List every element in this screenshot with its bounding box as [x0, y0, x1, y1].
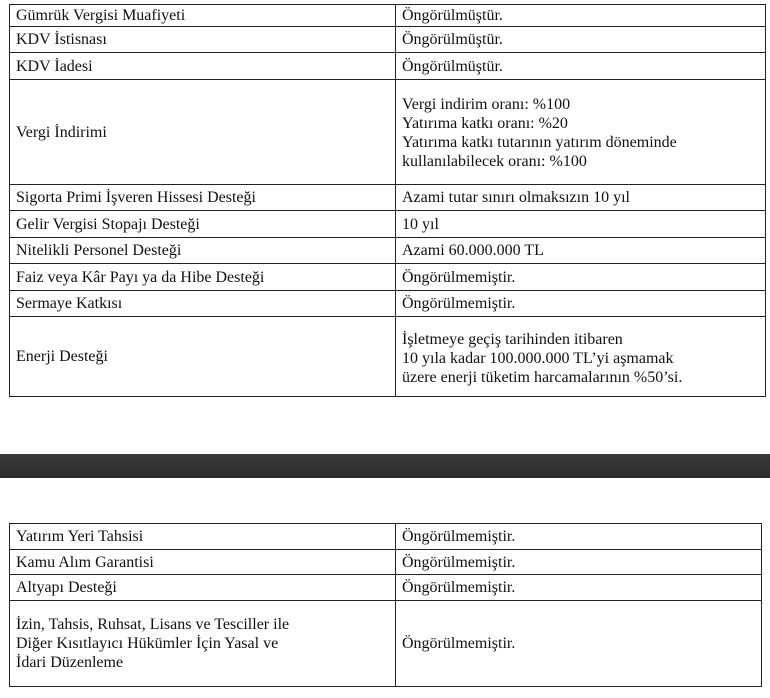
label-line: Altyapı Desteği [16, 579, 117, 596]
row-value [396, 291, 766, 317]
row-value: Öngörülmemiştir. [396, 575, 762, 601]
section-divider [0, 454, 770, 478]
value-line: Öngörülmüştür. [402, 7, 503, 24]
value-line: Azami tutar sınırı olmaksızın 10 yıl [402, 189, 630, 206]
row-label: Vergi İndirimi [10, 80, 396, 185]
incentives-table-top [9, 4, 766, 397]
table-row [10, 550, 762, 575]
label-line: Kamu Alım Garantisi [16, 553, 154, 571]
row-value [396, 264, 766, 291]
row-label [10, 524, 396, 550]
value-line: 10 yıl [402, 215, 439, 233]
row-value: Öngörülmemiştir. [396, 524, 762, 550]
table-row [10, 264, 766, 291]
table-row [10, 317, 766, 397]
row-label: Sigorta Primi İşveren Hissesi Desteği [10, 185, 396, 211]
value-line: Öngörülmüştür. [402, 57, 503, 75]
label-line: İzin, Tahsis, Ruhsat, Lisans ve Tesciller ile [16, 616, 290, 633]
row-value [396, 53, 766, 80]
label-line: Diğer Kısıtlayıcı Hükümler İçin Yasal ve [16, 635, 279, 652]
row-label: Nitelikli Personel Desteği [10, 238, 396, 264]
row-value [396, 211, 766, 238]
table-row [10, 185, 766, 211]
row-label: Gelir Vergisi Stopajı Desteği [10, 211, 396, 238]
row-label: Gümrük Vergisi Muafiyeti [10, 5, 396, 27]
value-line: üzere enerji tüketim harcamalarının %50’si. [402, 369, 683, 386]
table-row [10, 575, 762, 601]
row-label [10, 575, 396, 601]
row-value [396, 238, 766, 264]
row-label: KDV İadesi [10, 53, 396, 80]
row-label [10, 550, 396, 575]
table-row [10, 27, 766, 53]
label-line: İdari Düzenleme [16, 654, 124, 671]
incentives-table-bottom [9, 523, 762, 687]
table-row [10, 80, 766, 185]
value-line: Öngörülmüştür. [402, 31, 503, 48]
row-value [396, 5, 766, 27]
table-row [10, 524, 762, 550]
row-label: Faiz veya Kâr Payı ya da Hibe Desteği [10, 264, 396, 291]
row-label: KDV İstisnası [10, 27, 396, 53]
table-row [10, 238, 766, 264]
value-line: Yatırıma katkı oranı: %20 [402, 115, 568, 132]
row-value: Öngörülmemiştir. [396, 601, 762, 687]
value-line: Azami 60.000.000 TL [402, 242, 544, 259]
row-value [396, 317, 766, 397]
table-row [10, 601, 762, 687]
value-line: Yatırıma katkı tutarının yatırım döneminde [402, 134, 677, 151]
value-line: Öngörülmemiştir. [402, 295, 516, 312]
table-row [10, 5, 766, 27]
table-row [10, 291, 766, 317]
value-line: Öngörülmemiştir. [402, 268, 516, 286]
value-line: İşletmeye geçiş tarihinden itibaren [402, 331, 623, 348]
row-value [396, 27, 766, 53]
row-value [396, 80, 766, 185]
value-line: Vergi indirim oranı: %100 [402, 96, 571, 113]
table-row [10, 211, 766, 238]
table-row [10, 53, 766, 80]
row-value: Öngörülmemiştir. [396, 550, 762, 575]
value-line: 10 yıla kadar 100.000.000 TL’yi aşmamak [402, 350, 674, 367]
row-label: Enerji Desteği [10, 317, 396, 397]
row-value [396, 185, 766, 211]
row-label: Sermaye Katkısı [10, 291, 396, 317]
value-line: kullanılabilecek oranı: %100 [402, 153, 587, 170]
row-label [10, 601, 396, 687]
label-line: Yatırım Yeri Tahsisi [16, 528, 144, 545]
